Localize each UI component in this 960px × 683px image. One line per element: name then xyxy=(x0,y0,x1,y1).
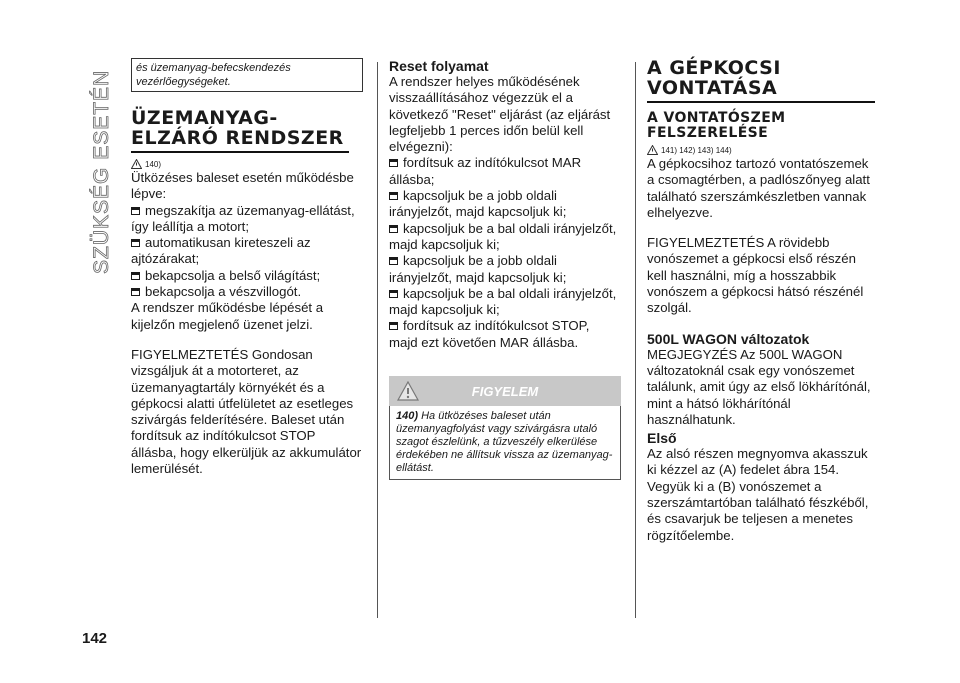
bullet-item: fordítsuk az indítókulcsot STOP, majd ezt követően MAR állásba. xyxy=(389,318,590,350)
bullet-icon xyxy=(389,290,398,298)
bullet-item: kapcsoljuk be a jobb oldali irányjelzőt, majd kapcsoljuk ki; xyxy=(389,188,567,220)
warning-paragraph: FIGYELMEZTETÉS Gondosan vizsgáljuk át a motorteret, az üzemanyagtartály környékét és a gépkocsi alatti útfelületet az esetleges szivárgás felderítésére. Baleset után fordítsuk az indítókulcsot STOP állásba, hogy elkerüljük az akkumulátor lemerülését. xyxy=(131,346,362,477)
warning-box-body xyxy=(389,406,621,480)
column-2 xyxy=(389,58,621,480)
bullet-icon xyxy=(389,322,398,330)
bullet-icon xyxy=(389,159,398,167)
warning-triangle-icon xyxy=(397,381,419,401)
reference-marks xyxy=(647,145,879,155)
warning-box-header xyxy=(389,376,621,406)
bullet-icon xyxy=(389,257,398,265)
section-heading: ÜZEMANYAG-ELZÁRÓ RENDSZER xyxy=(131,108,349,153)
warning-text: Ha ütközéses baleset után üzemanyagfolyást vagy szivárgásra utaló szagot észlelünk, a tűzveszély elkerülése érdekében ne állítsuk vissza az üzemanyag-ellátást. xyxy=(396,410,613,475)
chapter-heading: A GÉPKOCSI VONTATÁSA xyxy=(647,58,875,103)
warning-triangle-icon xyxy=(131,159,142,169)
bullet-icon xyxy=(131,239,140,247)
subheading-reset: Reset folyamat xyxy=(389,58,489,74)
column-divider xyxy=(377,62,378,618)
paragraph: A rendszer működésbe lépését a kijelzőn megjelenő üzenet jelzi. xyxy=(131,300,324,332)
bullet-icon xyxy=(389,192,398,200)
front-heading: Első xyxy=(647,430,677,447)
bullet-icon xyxy=(389,225,398,233)
paragraph: A gépkocsihoz tartozó vontatószemek a csomagtérben, a padlószőnyeg alatt található szerszámkészletben vannak elhelyezve. xyxy=(647,156,870,220)
continued-note: és üzemanyag-befecskendezés vezérlőegységeket. xyxy=(131,58,363,92)
warning-number: 140) xyxy=(396,410,419,423)
bullet-item: kapcsoljuk be a jobb oldali irányjelzőt, majd kapcsoljuk ki; xyxy=(389,253,567,285)
warning-paragraph: FIGYELMEZTETÉS A rövidebb vonószemet a gépkocsi első részén kell használni, míg a hosszabbik vonószem a gépkocsi hátsó részénél szolgál. xyxy=(647,235,864,316)
bullet-item: bekapcsolja a belső világítást; xyxy=(131,268,363,284)
bullet-item: kapcsoljuk be a bal oldali irányjelzőt, majd kapcsoljuk ki; xyxy=(389,220,617,252)
note-paragraph: MEGJEGYZÉS Az 500L WAGON változatoknál csak egy vonószemet találunk, amit úgy az első lökhárítónál, mint a hátsó lökhárítónál használhatunk. xyxy=(647,346,871,427)
bullet-item: fordítsuk az indítókulcsot MAR állásba; xyxy=(389,155,582,187)
column-3 xyxy=(647,58,879,544)
section-subheading: A VONTATÓSZEM FELSZERELÉSE xyxy=(647,110,786,141)
warning-triangle-icon xyxy=(647,145,658,155)
bullet-item: automatikusan kireteszeli az ajtózárakat; xyxy=(131,235,311,267)
bullet-item: bekapcsolja a vészvillogót. xyxy=(131,284,363,300)
version-heading: 500L WAGON változatok xyxy=(647,330,810,347)
reference-numbers: 140) xyxy=(145,159,162,169)
column-1 xyxy=(131,58,363,477)
bullet-item: megszakítja az üzemanyag-ellátást, így leállítja a motort; xyxy=(131,202,355,234)
paragraph: A rendszer helyes működésének visszaállításához végezzük el a következő "Reset" eljárást (az eljárást legfeljebb 1 perces időn belül kell elvégezni): xyxy=(389,74,611,155)
bullet-icon xyxy=(131,272,140,280)
bullet-icon xyxy=(131,288,140,296)
reference-marks xyxy=(131,159,363,169)
column-divider xyxy=(635,62,636,618)
reference-numbers: 141) 142) 143) 144) xyxy=(661,145,732,155)
warning-box-title: FIGYELEM xyxy=(471,383,539,399)
side-section-title xyxy=(84,46,118,276)
paragraph: Ütközéses baleset esetén működésbe lépve: xyxy=(131,170,354,202)
side-title-text: SZÜKSÉG ESETÉN xyxy=(90,69,113,274)
bullet-icon xyxy=(131,207,140,215)
page-number: 142 xyxy=(82,630,108,647)
bullet-item: kapcsoljuk be a bal oldali irányjelzőt, majd kapcsoljuk ki; xyxy=(389,285,617,318)
paragraph: Az alsó részen megnyomva akasszuk ki kézzel az (A) fedelet ábra 154. Vegyük ki a (B) vonószemet a szerszámtartóban található fészkéből, és csavarjuk be teljesen a menetes rögzítőelembe. xyxy=(647,446,869,543)
